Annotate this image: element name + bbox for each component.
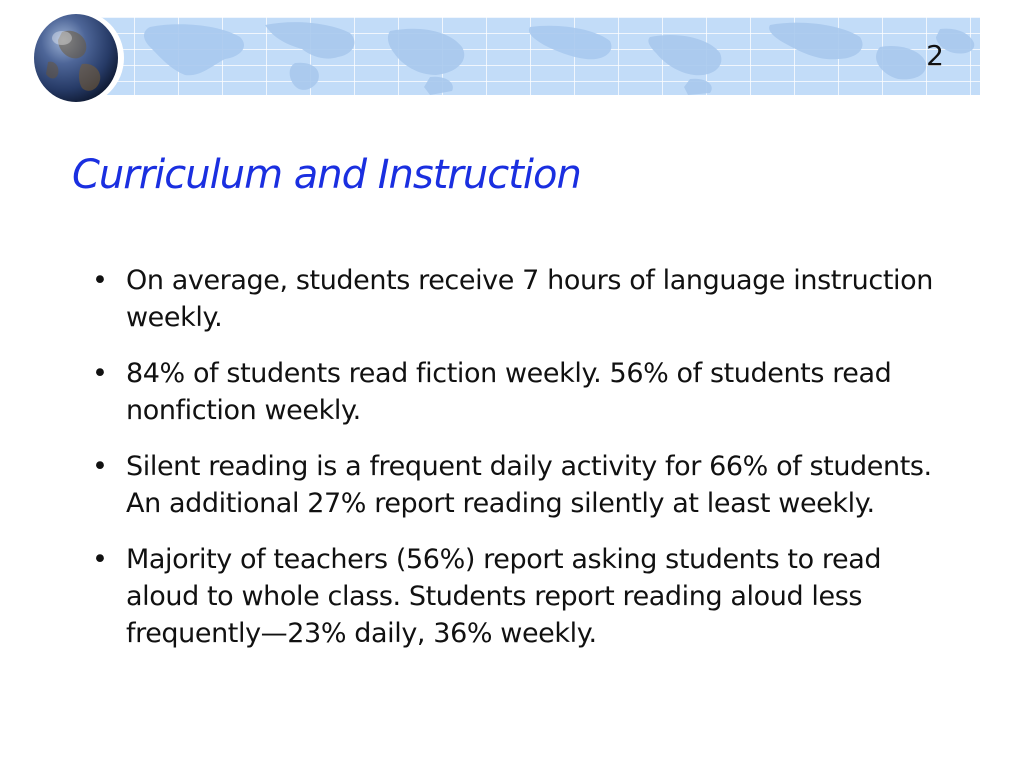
world-map-banner xyxy=(90,17,980,95)
world-map-graphic xyxy=(90,17,980,95)
bullet-text: Majority of teachers (56%) report asking students to read aloud to whole class. Students report reading aloud less frequently—23% daily, 36% weekly. xyxy=(126,544,882,649)
bullet-marker: • xyxy=(92,358,108,389)
bullet-item xyxy=(86,541,946,652)
bullet-text: Silent reading is a frequent daily activity for 66% of students. An additional 27% report reading silently at least weekly. xyxy=(126,451,932,519)
globe-icon xyxy=(28,10,124,106)
bullet-marker: • xyxy=(92,544,108,575)
bullet-item xyxy=(86,448,946,522)
slide-number: 2 xyxy=(926,39,944,72)
bullet-text: 84% of students read fiction weekly. 56% of students read nonfiction weekly. xyxy=(126,358,892,426)
slide-title: Curriculum and Instruction xyxy=(72,152,581,198)
bullet-marker: • xyxy=(92,451,108,482)
bullet-item xyxy=(86,262,946,336)
bullet-item xyxy=(86,355,946,429)
bullet-text: On average, students receive 7 hours of language instruction weekly. xyxy=(126,265,933,333)
bullet-marker: • xyxy=(92,265,108,296)
bullet-list xyxy=(86,262,946,671)
